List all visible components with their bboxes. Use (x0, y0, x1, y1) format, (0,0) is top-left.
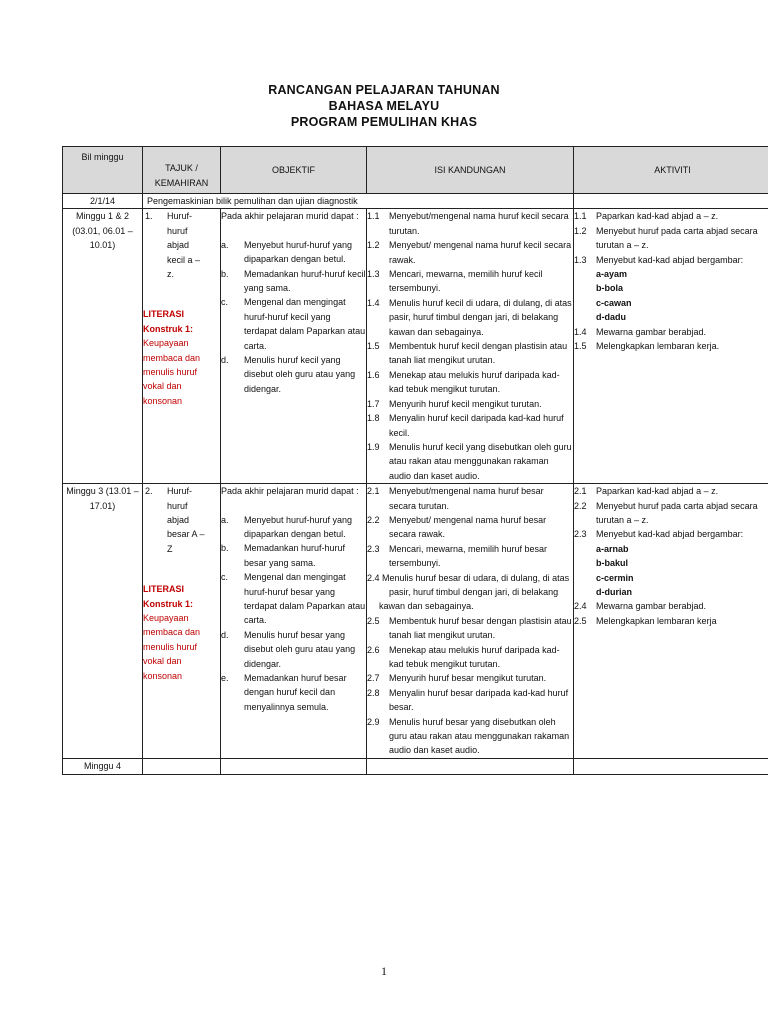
list-item: e. Memadankan huruf besar dengan huruf kecil dan menyalinnya semula. (221, 673, 347, 712)
title-line-2: BAHASA MELAYU (328, 99, 440, 113)
header-tajuk-line2: KEMAHIRAN (154, 178, 209, 188)
picture-word: d-dadu (596, 312, 626, 323)
list-item: 2.3 Mencari, mewarna, memilih huruf besar tersembunyi. (367, 543, 548, 569)
list-item: 1.3 Mencari, mewarna, memilih huruf kecil tersembunyi. (367, 269, 543, 294)
tajuk-cell (143, 484, 221, 759)
list-item-line: pasir, huruf timbul dengan jari, di belakang (389, 586, 559, 597)
isi-kandungan-cell (367, 484, 574, 759)
literasi-label: LITERASI (143, 309, 185, 320)
list-item: d. Menulis huruf kecil yang disebut oleh guru atau yang didengar. (221, 355, 356, 394)
week-cell: Minggu 1 & 2 (03.01, 06.01 – 10.01) (63, 209, 143, 484)
list-item: 1.4 Menulis huruf kecil di udara, di dulang, di atas pasir, huruf timbul dengan jari, di belakang kawan dan sebagainya. (367, 297, 572, 337)
list-item: 1.1 Menyebut/mengenal nama huruf kecil secara turutan. (367, 211, 569, 236)
list-item: b. Memadankan huruf-huruf kecil yang sama. (221, 268, 366, 294)
list-item: 1.7 Menyurih huruf kecil mengikut turutan. (367, 398, 542, 409)
picture-word: c-cawan (596, 297, 632, 308)
konstruk-label: Konstruk 1: (143, 323, 194, 334)
list-item: 2.4 Mewarna gambar berabjad. (574, 601, 707, 612)
list-item (367, 571, 573, 614)
literasi-label: LITERASI (143, 584, 185, 595)
literasi-note (143, 307, 220, 408)
list-item: 1.1 Paparkan kad-kad abjad a – z. (574, 211, 719, 222)
list-item: 1.5 Membentuk huruf kecil dengan plastisin atau tanah liat mengikut urutan. (367, 341, 568, 366)
tajuk-number: 1. (145, 211, 153, 222)
konstruk-text: Keupayaan membaca dan menulis huruf vokal dan konsonan (143, 338, 201, 406)
empty-cell (143, 758, 221, 774)
list-item: 2.1 Menyebut/mengenal nama huruf besar secara turutan. (367, 486, 544, 511)
picture-word: a-arnab (596, 543, 629, 554)
header-tajuk-line1: TAJUK / (165, 163, 198, 173)
list-item: 2.9 Menulis huruf besar yang disebutkan oleh guru atau rakan atau menggunakan rakaman audio dan kaset audio. (367, 716, 570, 756)
objektif-cell (221, 209, 367, 484)
list-item: 1.5 Melengkapkan lembaran kerja. (574, 341, 720, 352)
list-item-line: 2.4 Menulis huruf besar di udara, di dulang, di atas (367, 572, 570, 583)
list-item: d. Menulis huruf besar yang disebut oleh guru atau yang didengar. (221, 629, 356, 669)
konstruk-label: Konstruk 1: (143, 598, 194, 609)
table-row (63, 758, 768, 774)
list-item: 1.2 Menyebut/ mengenal nama huruf kecil secara rawak. (367, 240, 572, 265)
header-isi-kandungan: ISI KANDUNGAN (367, 147, 574, 194)
objektif-intro: Pada akhir pelajaran murid dapat : (221, 486, 359, 497)
list-item: 1.3 Menyebut kad-kad abjad bergambar: (574, 254, 744, 265)
table-row (63, 194, 768, 209)
list-item: c. Mengenal dan mengingat huruf-huruf kecil yang terdapat dalam Paparkan atau carta. (221, 297, 366, 351)
picture-word: b-bakul (596, 558, 629, 569)
note-cell: Pengemaskinian bilik pemulihan dan ujian diagnostik (143, 194, 574, 209)
list-item: b. Memadankan huruf-huruf besar yang sama. (221, 543, 346, 568)
list-item: 2.5 Membentuk huruf besar dengan plastisin atau tanah liat mengikut urutan. (367, 615, 572, 641)
empty-cell (574, 758, 768, 774)
objektif-intro: Pada akhir pelajaran murid dapat : (221, 211, 359, 222)
tajuk-text: Huruf-huruf abjad kecil a – z. (167, 211, 201, 280)
isi-kandungan-cell (367, 209, 574, 484)
header-row (63, 147, 768, 194)
list-item: 2.6 Menekap atau melukis huruf daripada kad-kad tebuk mengikut turutan. (367, 644, 560, 669)
aktiviti-cell (574, 209, 768, 484)
header-aktiviti: AKTIVITI (574, 147, 768, 194)
header-tajuk (143, 147, 221, 194)
header-objektif: OBJEKTIF (221, 147, 367, 194)
tajuk-cell (143, 209, 221, 484)
empty-cell (574, 194, 768, 209)
header-bil-minggu: Bil minggu (63, 147, 143, 194)
picture-word: a-ayam (596, 269, 628, 280)
empty-cell (367, 758, 574, 774)
list-item: 1.8 Menyalin huruf kecil daripada kad-kad huruf kecil. (367, 413, 564, 438)
document-title (0, 82, 768, 130)
konstruk-text: Keupayaan membaca dan menulis huruf vokal dan konsonan (143, 612, 201, 681)
week-cell: Minggu 3 (13.01 – 17.01) (63, 484, 143, 759)
aktiviti-cell (574, 484, 768, 759)
picture-word: b-bola (596, 283, 623, 294)
table-row (63, 209, 768, 484)
list-item: 2.5 Melengkapkan lembaran kerja (574, 615, 717, 626)
list-item: 1.4 Mewarna gambar berabjad. (574, 326, 707, 337)
list-item: 1.2 Menyebut huruf pada carta abjad secara turutan a – z. (574, 225, 758, 251)
tajuk-number: 2. (145, 486, 153, 497)
title-line-1: RANCANGAN PELAJARAN TAHUNAN (268, 83, 500, 97)
list-item: 2.2 Menyebut/ mengenal nama huruf besar secara rawak. (367, 514, 547, 540)
picture-word: d-durian (596, 586, 632, 597)
list-item: 2.1 Paparkan kad-kad abjad a – z. (574, 486, 719, 497)
list-item: 2.2 Menyebut huruf pada carta abjad secara turutan a – z. (574, 500, 758, 525)
title-line-3: PROGRAM PEMULIHAN KHAS (290, 115, 478, 129)
list-item: c. Mengenal dan mengingat huruf-huruf besar yang terdapat dalam Paparkan atau carta. (221, 572, 366, 626)
list-item-line: kawan dan sebagainya. (379, 601, 474, 612)
list-item: 2.7 Menyurih huruf besar mengikut turutan. (367, 673, 547, 684)
objektif-cell (221, 484, 367, 759)
lesson-plan-table (62, 146, 768, 775)
list-item: a. Menyebut huruf-huruf yang dipaparkan dengan betul. (221, 514, 353, 539)
tajuk-text: Huruf-huruf abjad besar A – Z (167, 486, 205, 554)
literasi-note (143, 582, 220, 683)
empty-cell (221, 758, 367, 774)
list-item: a. Menyebut huruf-huruf yang dipaparkan dengan betul. (221, 239, 353, 265)
week-cell: 2/1/14 (63, 194, 143, 209)
week-cell: Minggu 4 (63, 758, 143, 774)
picture-word: c-cermin (596, 572, 634, 583)
list-item: 1.9 Menulis huruf kecil yang disebutkan oleh guru atau rakan atau menggunakan rakaman audio dan kaset audio. (367, 441, 572, 481)
list-item: 2.8 Menyalin huruf besar daripada kad-kad huruf besar. (367, 687, 569, 713)
page-number: 1 (381, 964, 387, 978)
table-row (63, 484, 768, 759)
list-item: 1.6 Menekap atau melukis huruf daripada kad-kad tebuk mengikut turutan. (367, 369, 560, 395)
list-item: 2.3 Menyebut kad-kad abjad bergambar: (574, 529, 744, 540)
